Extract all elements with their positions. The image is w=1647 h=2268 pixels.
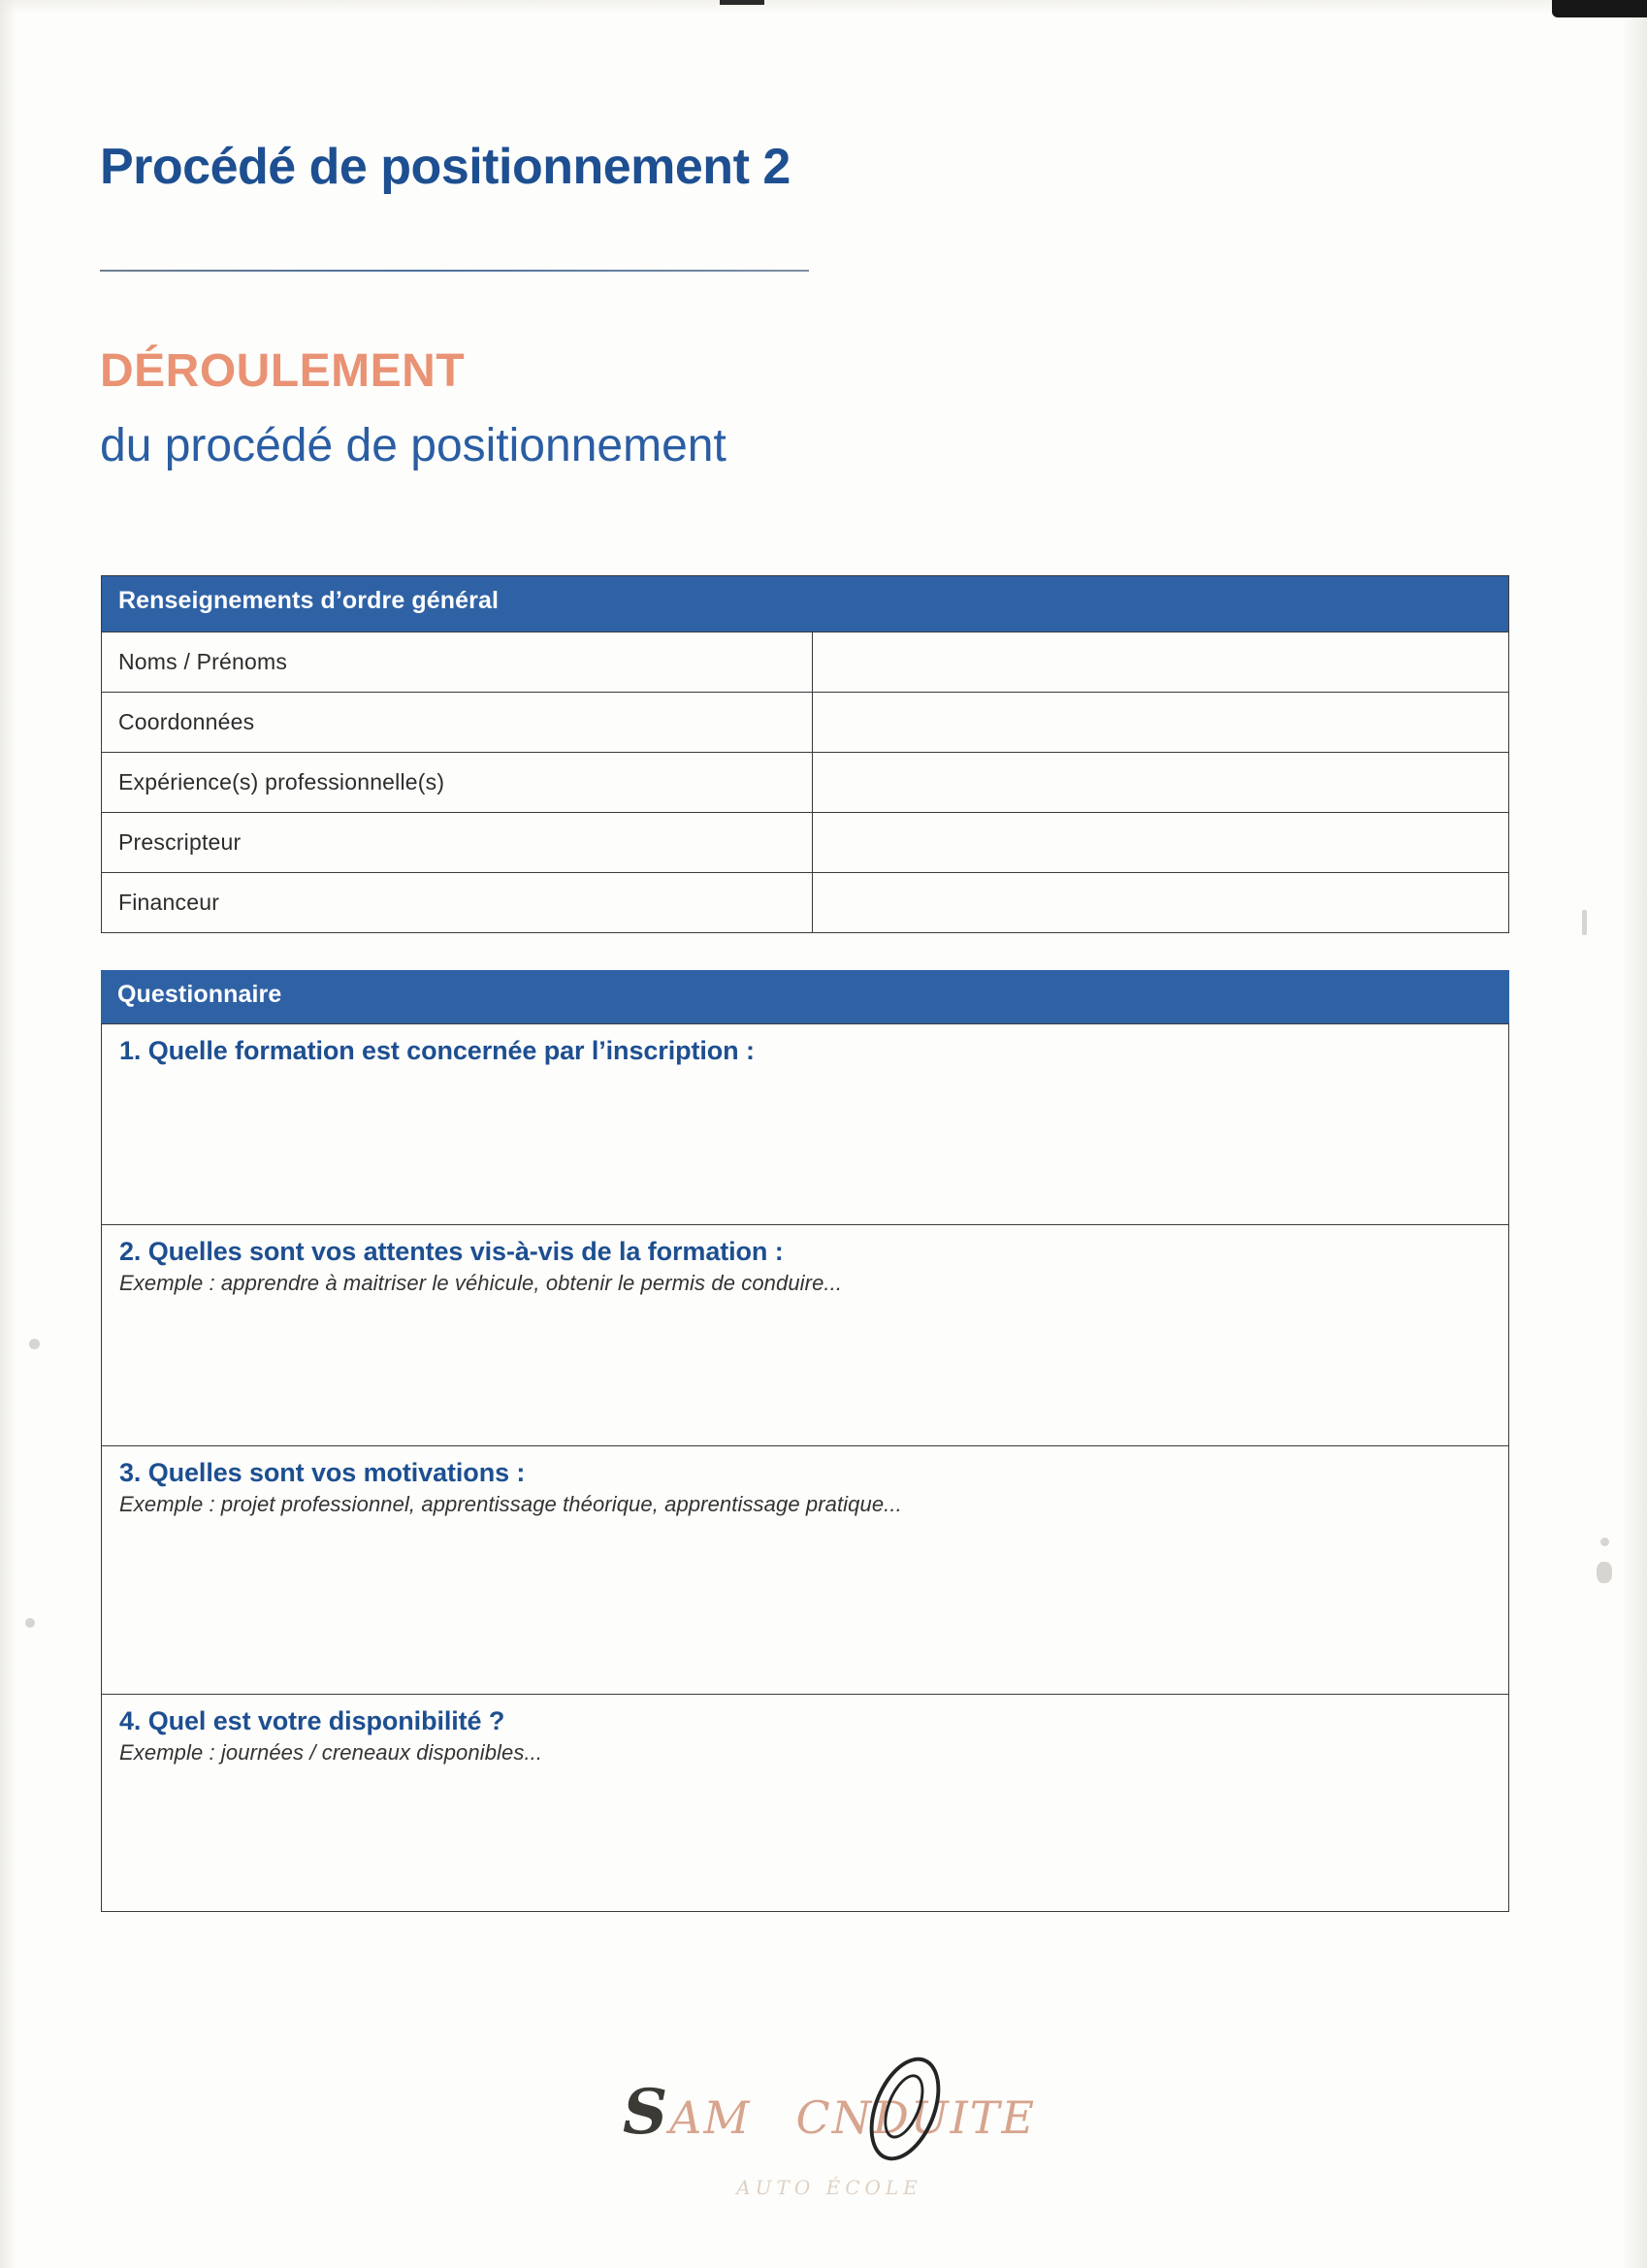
question-2-title: 2. Quelles sont vos attentes vis-à-vis de la formation : [119, 1237, 784, 1266]
question-3-answer-area[interactable] [119, 1517, 1491, 1672]
page-title: Procédé de positionnement 2 [100, 139, 791, 195]
general-info-table [101, 575, 1509, 933]
table-row [102, 812, 1508, 872]
scan-edge-right [1622, 0, 1647, 2268]
question-4-title: 4. Quel est votre disponibilité ? [119, 1706, 505, 1735]
table-row [102, 632, 1508, 692]
logo-wordmark [623, 2076, 1036, 2149]
question-2-example: Exemple : apprendre à maitriser le véhicule, obtenir le permis de conduire... [119, 1271, 843, 1296]
scan-speck [1600, 1538, 1609, 1546]
question-3-title: 3. Quelles sont vos motivations : [119, 1458, 526, 1487]
section-subtitle: du procédé de positionnement [100, 420, 727, 471]
row-value-noms-prenoms[interactable] [813, 632, 1508, 692]
logo-text-nduite: NDUITE [831, 2091, 1037, 2144]
row-label-coordonnees: Coordonnées [102, 693, 813, 752]
questionnaire-table-header: Questionnaire [101, 970, 1509, 1023]
question-1-title: 1. Quelle formation est concernée par l’inscription : [119, 1036, 755, 1065]
scan-edge-left [0, 0, 16, 2268]
question-3-example: Exemple : projet professionnel, apprentissage théorique, apprentissage pratique... [119, 1492, 902, 1517]
row-label-financeur: Financeur [102, 873, 813, 932]
logo-subtitle: AUTO ÉCOLE [736, 2176, 922, 2199]
scan-speck [29, 1339, 40, 1349]
scan-speck [1582, 910, 1587, 935]
row-label-noms-prenoms: Noms / Prénoms [102, 632, 813, 692]
logo-letter-s: S [622, 2076, 670, 2149]
title-divider [100, 270, 809, 272]
questionnaire-table [101, 970, 1509, 1912]
logo-text-am: AM [669, 2091, 752, 2144]
table-row [102, 752, 1508, 812]
table-row [102, 692, 1508, 752]
question-block-2 [101, 1225, 1509, 1446]
row-label-experience: Expérience(s) professionnelle(s) [102, 753, 813, 812]
general-info-table-header: Renseignements d’ordre général [102, 576, 1508, 632]
scan-edge-top [0, 0, 1647, 14]
scan-artifact-top-dash [720, 0, 764, 5]
row-value-prescripteur[interactable] [813, 813, 1508, 872]
question-4-answer-area[interactable] [119, 1766, 1491, 1892]
footer-logo [558, 2076, 1101, 2199]
section-kicker: DÉROULEMENT [100, 345, 466, 397]
row-value-coordonnees[interactable] [813, 693, 1508, 752]
scan-speck [1597, 1562, 1612, 1583]
logo-letter-c: C [795, 2091, 832, 2144]
question-block-1 [101, 1023, 1509, 1225]
question-4-example: Exemple : journées / creneaux disponibles... [119, 1740, 543, 1766]
table-row [102, 872, 1508, 932]
question-2-answer-area[interactable] [119, 1296, 1491, 1422]
question-1-answer-area[interactable] [119, 1070, 1491, 1186]
row-label-prescripteur: Prescripteur [102, 813, 813, 872]
question-block-4 [101, 1695, 1509, 1912]
row-value-experience[interactable] [813, 753, 1508, 812]
question-block-3 [101, 1446, 1509, 1695]
scan-artifact-top-right [1552, 0, 1647, 17]
scan-speck [25, 1618, 35, 1628]
row-value-financeur[interactable] [813, 873, 1508, 932]
